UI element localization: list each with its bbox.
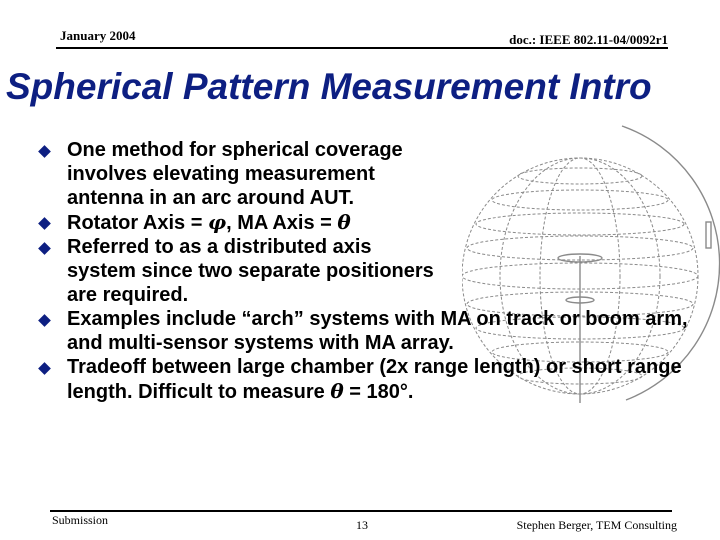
theta-symbol: θ	[330, 379, 344, 403]
bullet-text-part: , MA Axis =	[226, 212, 338, 234]
header-divider	[56, 47, 668, 49]
page-number: 13	[356, 518, 368, 532]
diamond-bullet-icon	[38, 242, 51, 255]
bullet-item	[38, 307, 708, 355]
bullet-item	[38, 138, 708, 210]
diamond-bullet-icon	[38, 362, 51, 375]
bullet-text	[67, 210, 708, 235]
slide-title: Spherical Pattern Measurement Intro	[6, 66, 652, 107]
bullet-text: Examples include “arch” systems with MA on track or boom arm, and multi-sensor systems with MA array.	[67, 308, 688, 354]
footer-author: Stephen Berger, TEM Consulting	[516, 518, 677, 532]
header-date: January 2004	[60, 28, 136, 43]
diamond-bullet-icon	[38, 145, 51, 158]
bullet-item	[38, 210, 708, 235]
bullet-list	[38, 138, 708, 404]
bullet-text: One method for spherical coverage involves elevating measurement antenna in an arc around AUT.	[67, 139, 403, 209]
phi-symbol: φ	[207, 210, 227, 234]
header-doc-id: doc.: IEEE 802.11-04/0092r1	[509, 32, 668, 47]
diamond-bullet-icon	[38, 217, 51, 230]
footer-submission: Submission	[52, 513, 109, 527]
footer-divider	[50, 510, 672, 512]
bullet-text-part: = 180°.	[343, 381, 414, 403]
theta-symbol: θ	[337, 210, 351, 234]
bullet-text-part: Tradeoff between large chamber (2x range length) or short range length. Difficult to measure	[67, 356, 682, 403]
bullet-item	[38, 235, 708, 307]
bullet-text: Referred to as a distributed axis system since two separate positioners are required.	[67, 236, 434, 306]
bullet-text-part: Rotator Axis =	[67, 212, 208, 234]
diamond-bullet-icon	[38, 314, 51, 327]
bullet-text	[67, 355, 702, 404]
bullet-item	[38, 355, 708, 404]
